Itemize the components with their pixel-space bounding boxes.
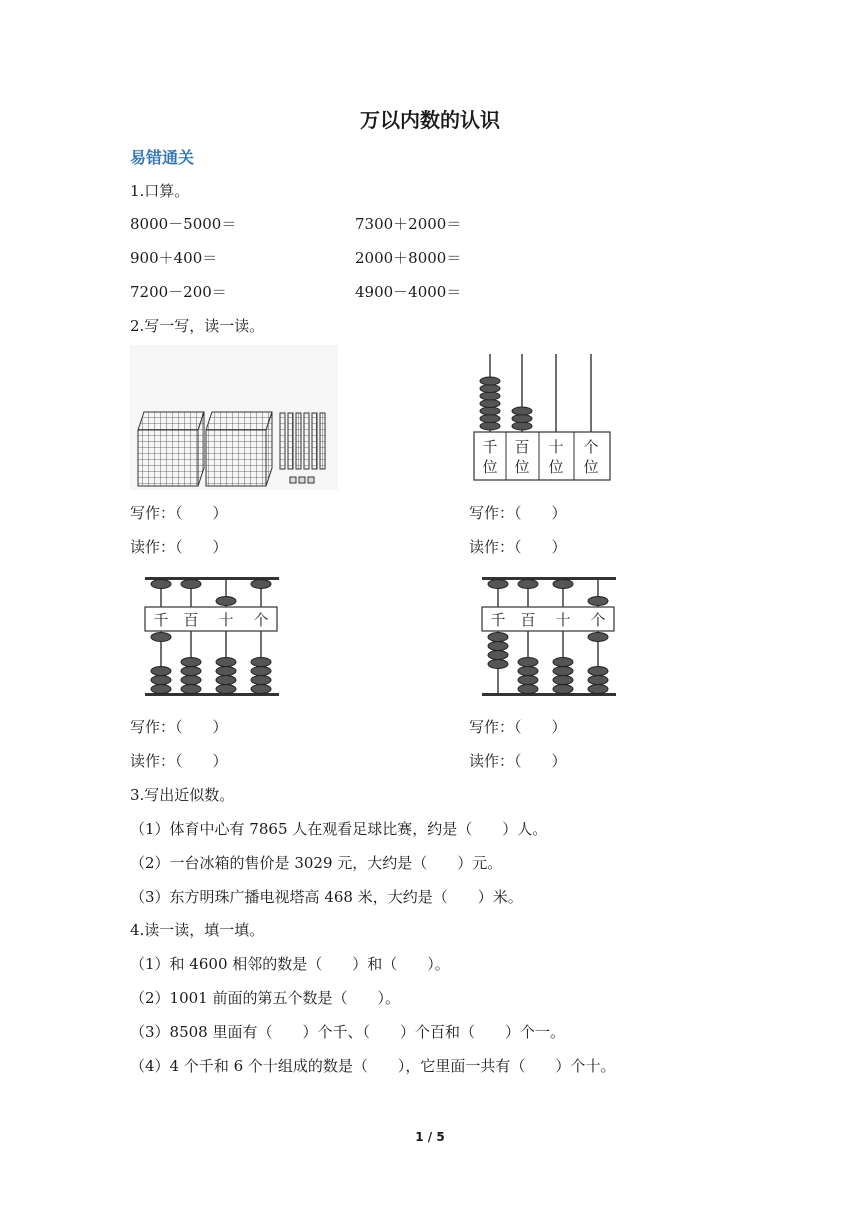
upper-bead bbox=[518, 580, 538, 589]
bead bbox=[480, 415, 500, 423]
lower-bead bbox=[216, 658, 236, 667]
abacus-figure bbox=[143, 573, 283, 701]
place-label: 百 bbox=[514, 438, 530, 456]
upper-bead bbox=[181, 580, 201, 589]
q1-heading: 1.口算。 bbox=[130, 182, 190, 200]
q3-item: （3）东方明珠广播电视塔高 468 米，大约是（ ）米。 bbox=[130, 888, 523, 906]
base-ten-blocks-figure bbox=[130, 345, 338, 490]
lower-bead bbox=[151, 667, 171, 676]
lower-bead bbox=[216, 676, 236, 685]
place-label-suffix: 位 bbox=[514, 458, 530, 476]
bead bbox=[512, 422, 532, 430]
place-label-suffix: 位 bbox=[583, 458, 599, 476]
bead bbox=[480, 377, 500, 385]
q1-item: 8000－5000＝ bbox=[130, 215, 237, 233]
place-label: 十 bbox=[218, 611, 234, 629]
lower-bead bbox=[553, 667, 573, 676]
place-label: 个 bbox=[583, 438, 599, 456]
place-label: 十 bbox=[548, 438, 564, 456]
lower-bead bbox=[588, 633, 608, 642]
q1-item: 4900－4000＝ bbox=[355, 283, 462, 301]
q3-item: （2）一台冰箱的售价是 3029 元，大约是（ ）元。 bbox=[130, 854, 503, 872]
lower-bead bbox=[488, 660, 508, 669]
bead bbox=[480, 422, 500, 430]
q2-write-label: 写作：（ ） bbox=[130, 718, 228, 736]
lower-bead bbox=[216, 667, 236, 676]
q1-item: 7200－200＝ bbox=[130, 283, 227, 301]
lower-bead bbox=[251, 667, 271, 676]
lower-bead bbox=[181, 685, 201, 694]
lower-bead bbox=[553, 658, 573, 667]
q3-item: （1）体育中心有 7865 人在观看足球比赛，约是（ ）人。 bbox=[130, 820, 548, 838]
place-label: 百 bbox=[183, 611, 199, 629]
q4-item: （3）8508 里面有（ ）个千、（ ）个百和（ ）个一。 bbox=[130, 1023, 565, 1041]
bead bbox=[480, 407, 500, 415]
lower-bead bbox=[251, 685, 271, 694]
place-label: 十 bbox=[555, 611, 571, 629]
lower-bead bbox=[251, 676, 271, 685]
lower-bead bbox=[518, 667, 538, 676]
lower-bead bbox=[588, 667, 608, 676]
section-heading: 易错通关 bbox=[130, 148, 195, 167]
q2-read-label: 读作：（ ） bbox=[469, 538, 567, 556]
q4-item: （4）4 个千和 6 个十组成的数是（ ），它里面一共有（ ）个十。 bbox=[130, 1057, 616, 1075]
q3-heading: 3.写出近似数。 bbox=[130, 786, 235, 804]
q1-item: 7300＋2000＝ bbox=[355, 215, 462, 233]
q2-read-label: 读作：（ ） bbox=[130, 752, 228, 770]
lower-bead bbox=[181, 658, 201, 667]
q2-write-label: 写作：（ ） bbox=[130, 504, 228, 522]
lower-bead bbox=[518, 685, 538, 694]
bead bbox=[480, 392, 500, 400]
bead bbox=[480, 385, 500, 393]
thousand-cube bbox=[138, 412, 204, 486]
lower-bead bbox=[553, 685, 573, 694]
lower-bead bbox=[588, 685, 608, 694]
place-label-suffix: 位 bbox=[482, 458, 498, 476]
lower-bead bbox=[251, 658, 271, 667]
lower-bead bbox=[553, 676, 573, 685]
q2-read-label: 读作：（ ） bbox=[130, 538, 228, 556]
place-label: 个 bbox=[253, 611, 269, 629]
lower-bead bbox=[518, 658, 538, 667]
q4-item: （2）1001 前面的第五个数是（ ）。 bbox=[130, 989, 400, 1007]
place-label: 个 bbox=[590, 611, 606, 629]
thousand-cube bbox=[206, 412, 272, 486]
counting-frame-figure bbox=[470, 348, 620, 484]
bead bbox=[512, 415, 532, 423]
lower-bead bbox=[488, 642, 508, 651]
q2-heading: 2.写一写，读一读。 bbox=[130, 317, 265, 335]
lower-bead bbox=[181, 676, 201, 685]
lower-bead bbox=[488, 651, 508, 660]
q1-item: 2000＋8000＝ bbox=[355, 249, 462, 267]
lower-bead bbox=[151, 633, 171, 642]
lower-bead bbox=[151, 685, 171, 694]
lower-bead bbox=[488, 633, 508, 642]
lower-bead bbox=[518, 676, 538, 685]
upper-bead bbox=[216, 597, 236, 606]
upper-bead bbox=[251, 580, 271, 589]
q1-item: 900＋400＝ bbox=[130, 249, 218, 267]
q2-read-label: 读作：（ ） bbox=[469, 752, 567, 770]
page-number: 1 / 5 bbox=[415, 1130, 445, 1144]
q2-write-label: 写作：（ ） bbox=[469, 718, 567, 736]
lower-bead bbox=[588, 676, 608, 685]
place-label: 千 bbox=[482, 438, 498, 456]
q4-heading: 4.读一读，填一填。 bbox=[130, 921, 265, 939]
place-label: 千 bbox=[153, 611, 169, 629]
page-title: 万以内数的认识 bbox=[360, 108, 500, 132]
unit-cubes bbox=[290, 477, 314, 483]
q4-item: （1）和 4600 相邻的数是（ ）和（ ）。 bbox=[130, 955, 450, 973]
place-label: 千 bbox=[490, 611, 506, 629]
lower-bead bbox=[151, 676, 171, 685]
upper-bead bbox=[553, 580, 573, 589]
q2-write-label: 写作：（ ） bbox=[469, 504, 567, 522]
lower-bead bbox=[181, 667, 201, 676]
lower-bead bbox=[216, 685, 236, 694]
upper-bead bbox=[151, 580, 171, 589]
bead bbox=[512, 407, 532, 415]
upper-bead bbox=[588, 597, 608, 606]
place-label: 百 bbox=[520, 611, 536, 629]
abacus-figure bbox=[480, 573, 620, 701]
upper-bead bbox=[488, 580, 508, 589]
bead bbox=[480, 400, 500, 408]
place-label-suffix: 位 bbox=[548, 458, 564, 476]
